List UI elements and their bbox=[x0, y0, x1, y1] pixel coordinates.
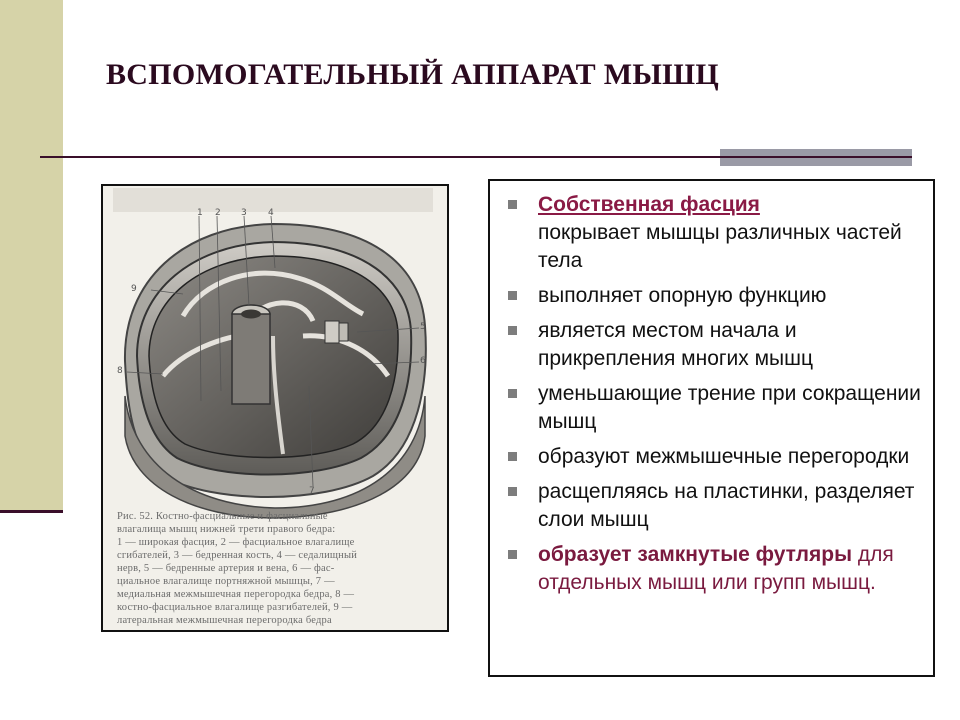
figure-label-2: 2 bbox=[215, 208, 221, 218]
bullet-text-box bbox=[488, 179, 935, 677]
square-bullet-icon bbox=[508, 550, 517, 559]
caption-line: нерв, 5 — бедренные артерия и вена, 6 — фас- bbox=[117, 563, 335, 574]
square-bullet-icon bbox=[508, 487, 517, 496]
bullet-item bbox=[508, 282, 928, 310]
figure-label-3: 3 bbox=[241, 208, 247, 218]
bullet-text: покрывает мышцы различных частей тела bbox=[538, 221, 902, 272]
caption-line: Рис. 52. Костно-фасциальные и фасциальные bbox=[117, 511, 328, 522]
caption-line: 1 — широкая фасция, 2 — фасциальное влагалище bbox=[117, 537, 355, 548]
bullet-emphasis: образует замкнутые футляры bbox=[538, 543, 853, 566]
figure-label-4: 4 bbox=[268, 208, 274, 218]
bullet-item bbox=[508, 541, 928, 597]
square-bullet-icon bbox=[508, 326, 517, 335]
bullet-text: выполняет опорную функцию bbox=[538, 284, 827, 307]
square-bullet-icon bbox=[508, 200, 517, 209]
figure-label-6: 6 bbox=[420, 356, 426, 366]
bullet-text: расщепляясь на пластинки, разделяет слои мышц bbox=[538, 480, 915, 531]
side-decor-band bbox=[0, 0, 63, 512]
bullet-text: уменьшающие трение при сокращении мышц bbox=[538, 382, 921, 433]
bullet-text: образуют межмышечные перегородки bbox=[538, 445, 910, 468]
square-bullet-icon bbox=[508, 452, 517, 461]
caption-line: циальное влагалище портняжной мышцы, 7 — bbox=[117, 576, 335, 587]
caption-line: костно-фасциальное влагалище разгибателей, 9 — bbox=[117, 602, 353, 613]
caption-line: влагалища мышц нижней трети правого бедра: bbox=[117, 524, 336, 535]
side-band-underline bbox=[0, 510, 63, 513]
figure-caption bbox=[117, 510, 437, 627]
bullet-item bbox=[508, 191, 928, 275]
figure-label-5: 5 bbox=[420, 322, 426, 332]
figure-label-9: 9 bbox=[131, 284, 137, 294]
title-accent-line bbox=[720, 156, 912, 158]
fascia-term: Собственная фасция bbox=[538, 193, 760, 216]
square-bullet-icon bbox=[508, 389, 517, 398]
anatomy-figure bbox=[101, 184, 449, 632]
caption-line: медиальная межмышечная перегородка бедра, 8 — bbox=[117, 589, 355, 600]
bullet-item bbox=[508, 443, 928, 471]
figure-label-7: 7 bbox=[309, 486, 315, 496]
bullet-text: является местом начала и прикрепления многих мышц bbox=[538, 319, 814, 370]
caption-line: сгибателей, 3 — бедренная кость, 4 — седалищный bbox=[117, 550, 358, 561]
figure-label-8: 8 bbox=[117, 366, 123, 376]
caption-line: латеральная межмышечная перегородка бедра bbox=[117, 615, 332, 626]
bullet-item bbox=[508, 380, 928, 436]
square-bullet-icon bbox=[508, 291, 517, 300]
bullet-item bbox=[508, 317, 928, 373]
bullet-item bbox=[508, 478, 928, 534]
bullet-text: для отдельных мышц или групп мышц. bbox=[538, 543, 894, 594]
bullet-list bbox=[508, 191, 928, 604]
figure-label-1: 1 bbox=[197, 208, 203, 218]
slide-title: ВСПОМОГАТЕЛЬНЫЙ АППАРАТ МЫШЦ bbox=[106, 58, 720, 91]
